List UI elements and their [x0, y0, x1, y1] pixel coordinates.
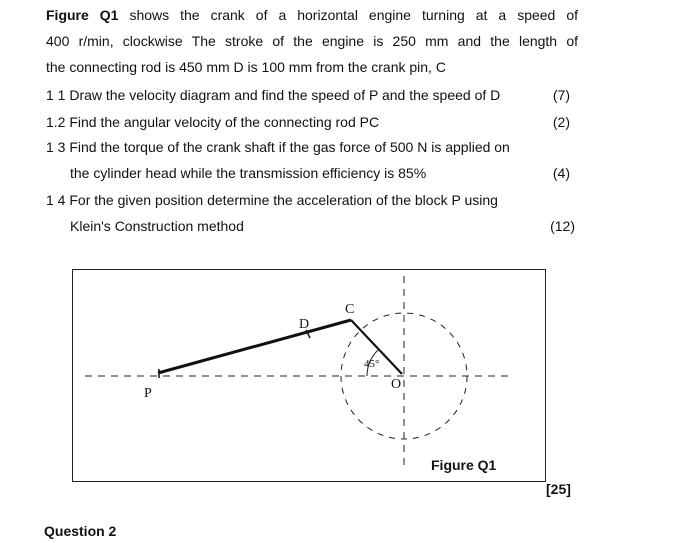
- question-number: 1 4: [46, 192, 66, 208]
- question-1-3: [46, 137, 510, 157]
- intro-line-2: 400 r/min, clockwise The stroke of the engine is 250 mm and the length of: [46, 33, 578, 49]
- question-1-4-continued: Klein's Construction method: [70, 218, 244, 234]
- figure-q1: [72, 269, 546, 482]
- question-text: For the given position determine the acceleration of the block P using: [69, 192, 498, 208]
- marks-1-3: (4): [552, 165, 570, 181]
- figure-caption: Figure Q1: [431, 457, 497, 473]
- label-o: O: [391, 377, 402, 392]
- total-marks: [25]: [546, 481, 571, 497]
- question-text: Find the torque of the crank shaft if the gas force of 500 N is applied on: [69, 139, 510, 155]
- next-question-heading: Question 2: [44, 523, 117, 539]
- intro-line-1: Figure Q1 shows the crank of a horizontal engine turning at a speed of: [46, 7, 578, 23]
- marks-1-1: (7): [552, 87, 570, 103]
- label-p: P: [144, 386, 152, 401]
- question-1-1: [46, 85, 500, 105]
- question-number: 1 3: [46, 139, 66, 155]
- figure-reference: Figure Q1: [46, 7, 119, 23]
- connecting-rod-pc: [158, 320, 351, 373]
- question-number: 1 1: [46, 87, 66, 103]
- question-1-3-continued: the cylinder head while the transmission efficiency is 85%: [70, 165, 427, 181]
- label-d: D: [299, 317, 310, 332]
- label-c: C: [345, 302, 355, 317]
- intro-line-3: the connecting rod is 450 mm D is 100 mm from the crank pin, C: [46, 59, 446, 75]
- marks-1-4: (12): [550, 218, 575, 234]
- question-1-4: [46, 190, 498, 210]
- crank-mechanism-diagram: [73, 270, 545, 481]
- question-text: Find the angular velocity of the connecting rod PC: [69, 114, 380, 130]
- question-number: 1.2: [46, 114, 66, 130]
- marks-1-2: (2): [552, 114, 570, 130]
- question-1-2: [46, 112, 379, 132]
- angle-label: 45°: [364, 358, 380, 370]
- question-text: Draw the velocity diagram and find the speed of P and the speed of D: [69, 87, 501, 103]
